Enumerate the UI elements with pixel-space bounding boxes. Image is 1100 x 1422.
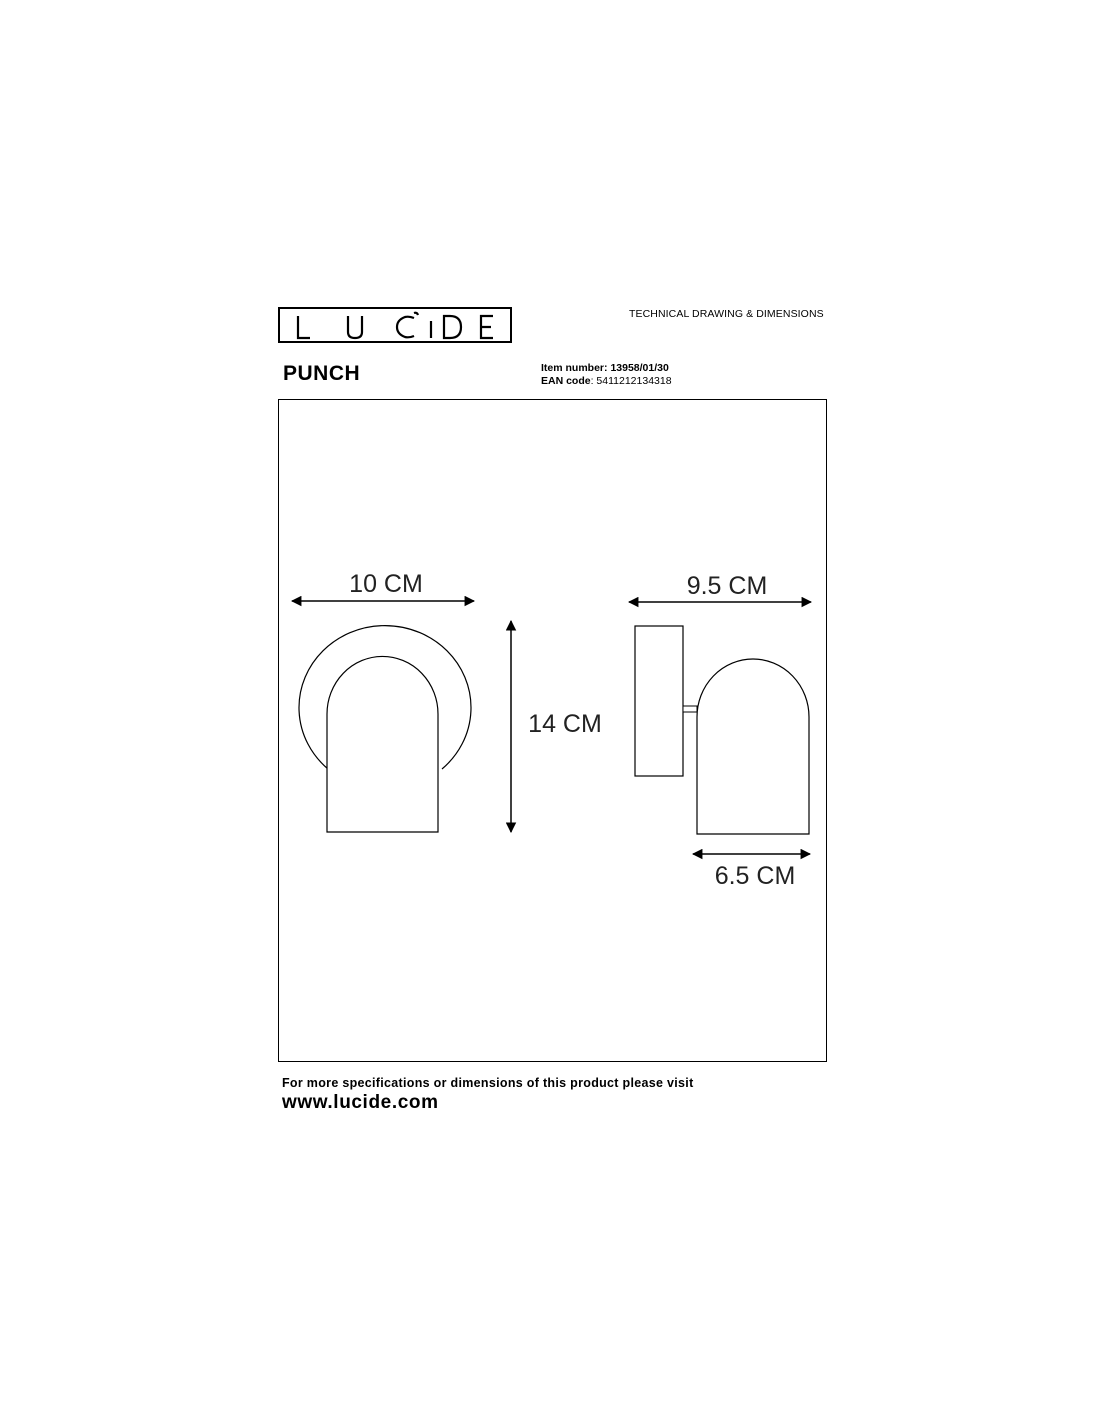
ean-label: EAN code: [541, 375, 591, 387]
document-type: TECHNICAL DRAWING & DIMENSIONS: [629, 308, 824, 320]
height-label: 14 CM: [528, 710, 602, 738]
side-wall-plate: [635, 626, 683, 776]
footer-url-link[interactable]: www.lucide.com: [282, 1092, 439, 1113]
ean-value: : 5411212134318: [590, 375, 672, 387]
footer-note: For more specifications or dimensions of this product please visit: [282, 1076, 694, 1090]
brand-logo: [278, 307, 512, 343]
item-number-label: Item number:: [541, 362, 608, 374]
shade-width-label: 6.5 CM: [714, 862, 796, 890]
side-connector: [683, 706, 697, 712]
product-name: PUNCH: [283, 362, 361, 385]
item-number-line: [541, 362, 672, 375]
side-depth-label: 9.5 CM: [686, 572, 768, 600]
product-meta: [541, 362, 672, 388]
technical-drawing: [278, 399, 827, 1062]
item-number-value: 13958/01/30: [610, 362, 669, 374]
lucide-wordmark: [280, 309, 514, 345]
front-shade: [327, 656, 438, 832]
side-shade: [697, 659, 809, 834]
ean-line: [541, 375, 672, 388]
front-width-label: 10 CM: [349, 570, 423, 598]
